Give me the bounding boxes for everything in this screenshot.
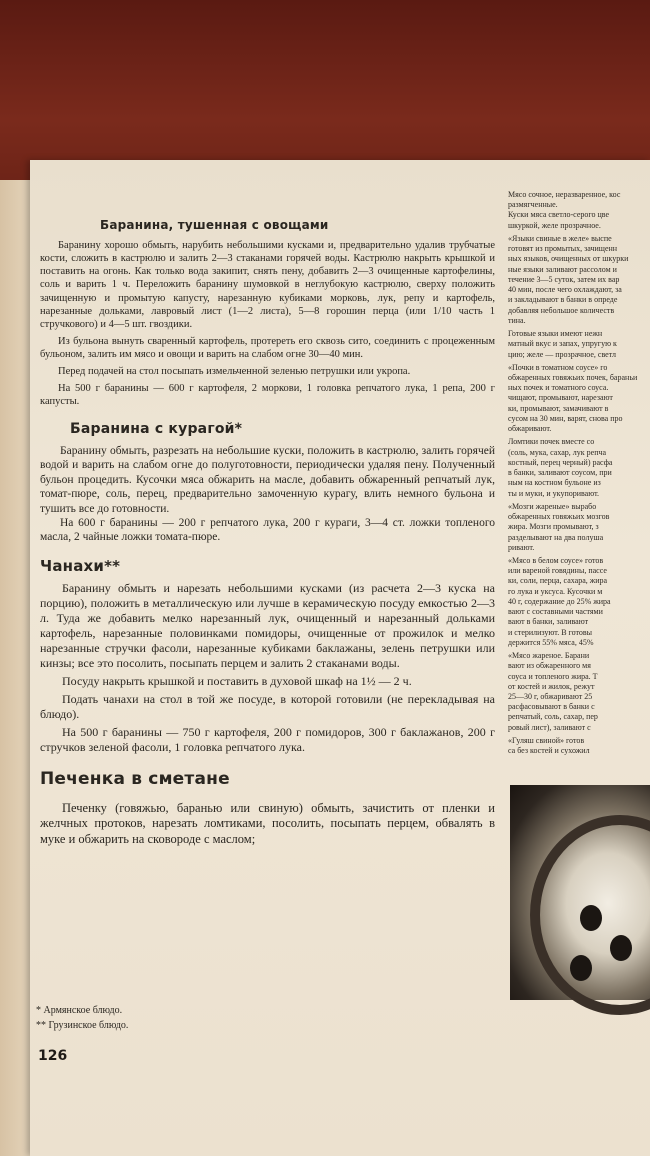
- footnotes: [36, 1003, 336, 1033]
- side-column-line: ки, промывают, замачивают в: [508, 403, 609, 413]
- side-column-line: 40 г, содержание до 25% жира: [508, 596, 611, 606]
- side-column-line: ты и муки, и укупоривают.: [508, 488, 599, 498]
- side-column-line: репчатый, соль, сахар, пер: [508, 712, 598, 722]
- side-column-line: «Мясо жареное. Барани: [508, 651, 590, 661]
- side-column-line: Готовые языки имеют нежн: [508, 329, 603, 339]
- recipe-paragraph: Подать чанахи на стол в той же посуде, в которой готовили (не перекладывая на блюдо).: [40, 692, 495, 722]
- side-column-line: ные языки заливают рассолом и: [508, 264, 617, 274]
- side-column-line: обжаривают.: [508, 424, 552, 434]
- side-column-line: ных языков, очищенных от шкурки: [508, 254, 629, 264]
- side-column-line: разделывают на два полуша: [508, 532, 604, 542]
- side-column-line: вают из обжаренного мя: [508, 661, 591, 671]
- recipe-paragraph: Посуду накрыть крышкой и поставить в духовой шкаф на 1½ — 2 ч.: [62, 674, 412, 689]
- side-column-line: Ломтики почек вместе со: [508, 437, 595, 447]
- side-column-line: «Почки в томатном соусе» го: [508, 362, 608, 372]
- side-column-line: са без костей и сухожил: [508, 746, 590, 756]
- side-column-line: костный, перец черный) расфа: [508, 457, 613, 467]
- recipe-paragraph: Из бульона вынуть сваренный картофель, протереть его сквозь сито, соединить с процеженным бульоном, залить им мясо и овощи и варить на слабом огне 30—40 мин.: [40, 335, 495, 360]
- recipe-title: Баранина с курагой*: [70, 420, 243, 437]
- page-number: 126: [38, 1048, 68, 1064]
- side-column-line: в банки, заливают соусом, при: [508, 468, 612, 478]
- side-column-line: расфасовывают в банки с: [508, 702, 595, 712]
- footnote: ** Грузинское блюдо.: [36, 1020, 129, 1031]
- recipe-section: [40, 557, 495, 756]
- side-column-line: обжаренных говяжьих почек, бараньи: [508, 372, 638, 382]
- side-column-line: вают с составными частями: [508, 607, 603, 617]
- footnote: * Армянское блюдо.: [36, 1005, 123, 1016]
- side-column-line: сусом на 30 мин, варят, снова про: [508, 413, 623, 423]
- recipe-title: Чанахи**: [40, 556, 121, 575]
- side-column-line: вают в банки, заливают: [508, 617, 589, 627]
- side-column-line: цию; желе — прозрачное, светл: [508, 349, 617, 359]
- recipe-paragraph: Баранину обмыть, разрезать на небольшие куски, положить в кастрюлю, залить горячей водой и варить на слабом огне до полуготовности, периодически удаляя пену. Полученный бульон процедить. Кусочки мяса обжарить на масле, добавить обжаренный репчатый лук, томат-пюре, соль, перец, предварительно замоченную курагу, влить немного бульона и тушить все до готовности.: [40, 445, 495, 515]
- side-column-line: и закладывают в банки в опреде: [508, 295, 618, 305]
- recipe-paragraph: Баранину обмыть и нарезать небольшими кусками (из расчета 2—3 куска на порцию), положить в металлическую или лучше в керамическую посуду емкостью 2—3 л. Туда же добавить мелко нарезанный лук, очищенный и нарезанный дольками картофель, нарезанные половинками помидоры, очищенные от прожилок и мелко нарезанные стручки фасоли, нарезанные кубиками баклажаны, зелень петрушки или кинзы; все это посолить, посыпать перцем и залить 2 стаканами воды.: [40, 581, 495, 671]
- olive-mark: [580, 905, 602, 931]
- recipe-paragraph: Печенку (говяжью, баранью или свиную) обмыть, зачистить от пленки и желчных протоков, нарезать ломтиками, посолить, посыпать перцем, обвалять в муке и обжарить на сковороде с маслом;: [40, 800, 495, 846]
- side-column-text: [500, 190, 650, 780]
- side-column-line: готовят из промытых, зачищенн: [508, 244, 618, 254]
- recipe-section: [40, 769, 495, 847]
- side-column-line: «Мясо в белом соусе» готов: [508, 555, 604, 565]
- side-column-line: ным на костном бульоне из: [508, 478, 601, 488]
- food-photo: [510, 785, 650, 1000]
- side-column-line: добавляя небольшое количеств: [508, 305, 615, 315]
- side-column-line: (соль, мука, сахар, лук репча: [508, 447, 607, 457]
- side-column-line: ровый лист), заливают с: [508, 722, 591, 732]
- recipe-section: [40, 421, 495, 545]
- side-column-line: Куски мяса светло-серого цве: [508, 210, 610, 220]
- side-column-line: и стерилизуют. В готовы: [508, 627, 593, 637]
- side-column-line: течение 3—5 суток, затем их вар: [508, 274, 620, 284]
- side-column-line: «Языки свиные в желе» выспе: [508, 233, 612, 243]
- side-column-line: го лука и уксуса. Кусочки м: [508, 586, 603, 596]
- main-column: [40, 218, 495, 848]
- side-column-line: 25—30 г, обжаривают 25: [508, 692, 593, 702]
- side-column-line: ки, соли, перца, сахара, жира: [508, 576, 608, 586]
- olive-mark: [570, 955, 592, 981]
- recipe-paragraph: Перед подачей на стол посыпать измельченной зеленью петрушки или укропа.: [58, 366, 411, 378]
- olive-mark: [610, 935, 632, 961]
- recipe-paragraph: Баранину хорошо обмыть, нарубить небольшими кусками и, предварительно удалив трубчатые кости, сложить в кастрюлю и залить 2—3 стаканами горячей воды. Кастрюлю накрыть крышкой и поставить на огонь. Как только вода закипит, снять пену, добавить 2—3 очищенные картофелины, соль и варить 1 ч. Переложить баранину шумовкой в неглубокую кастрюлю, сверху положить зачищенную и промытую капусту, нарезанную кубиками морковь, лук, репу и картофель, нарезанные дольками, лавровый лист (1—2 листа), 5—8 горошин перца (или 1/10 часть 1 стручкового) и 4—5 шт. гвоздики.: [40, 240, 495, 330]
- recipe-ingredients: На 500 г баранины — 750 г картофеля, 200 г помидоров, 300 г баклажанов, 200 г стручков зеленой фасоли, 1 головка репчатого лука.: [40, 725, 495, 755]
- side-column-line: размягченные.: [508, 200, 558, 210]
- recipe-ingredients: На 600 г баранины — 200 г репчатого лука, 200 г кураги, 3—4 ст. ложки топленого масла, 2 чайные ложки томата-пюре.: [40, 516, 495, 544]
- side-column-line: «Гуляш свиной» готов: [508, 735, 585, 745]
- side-column-line: матный вкус и запах, упругую к: [508, 339, 617, 349]
- side-column-line: соуса и топленого жира. Т: [508, 671, 598, 681]
- side-column-line: ных почек и томатного соуса.: [508, 383, 609, 393]
- side-column-line: тина.: [508, 315, 526, 325]
- side-column-line: ривают.: [508, 542, 535, 552]
- recipe-ingredients: На 500 г баранины — 600 г картофеля, 2 моркови, 1 головка репчатого лука, 1 репа, 200 г капусты.: [40, 383, 495, 408]
- recipe-title: Баранина, тушенная с овощами: [100, 218, 329, 232]
- side-column-line: «Мозги жареные» вырабо: [508, 501, 597, 511]
- side-column-line: или вареной говядины, пассе: [508, 566, 607, 576]
- side-column-line: обжаренных говяжьих мозгов: [508, 512, 610, 522]
- side-column-line: Мясо сочное, неразваренное, кос: [508, 190, 621, 199]
- side-column-line: держится 55% мяса, 45%: [508, 637, 594, 647]
- recipe-section: [40, 218, 495, 409]
- side-column-line: чищают, промывают, нарезают: [508, 393, 613, 403]
- side-column-line: от костей и жилок, режут: [508, 681, 595, 691]
- side-column-line: 40 мин, после чего охлаждают, за: [508, 285, 622, 295]
- recipe-title: Печенка в сметане: [40, 769, 230, 790]
- side-column-line: жира. Мозги промывают, з: [508, 522, 599, 532]
- side-column-line: шкуркой, желе прозрачное.: [508, 220, 601, 230]
